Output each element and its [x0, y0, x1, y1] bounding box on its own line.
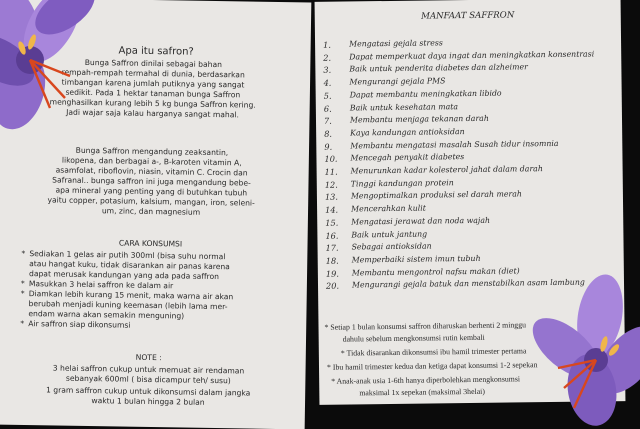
content-line: um, zinc, dan magnesium — [101, 206, 201, 217]
intro-line: sedikit. Pada 1 hektar tanaman bunga Saffron — [65, 87, 241, 100]
howto-line: Diamkan lebih kurang 15 menit, maka warna air akan — [28, 289, 234, 302]
content-line: yaitu copper, potasium, kalsium, mangan, iron, seleni- — [47, 195, 255, 208]
benefit-number: 13. — [324, 192, 339, 203]
benefit-item: Menurunkan kadar kolesterol jahat dalam darah — [350, 164, 543, 176]
note-line: sebanyak 600ml ( bisa dicampur teh/ susu) — [65, 373, 231, 386]
howto-line: Air saffron siap dikonsumsi — [28, 319, 131, 330]
benefit-item: Membantu mengatasi masalah Susah tidur insomnia — [350, 138, 559, 151]
benefit-item: Kaya kandungan antioksidan — [350, 126, 465, 138]
benefit-number: 6. — [323, 103, 332, 114]
howto-line: atau hangat kuku, tidak disarankan air panas karena — [29, 259, 230, 272]
footnote-line: * Tidak disarankan dikonsumsi ibu hamil trimester pertama — [340, 346, 527, 358]
content-line: apa mineral yang penting yang di butuhkan tubuh — [55, 185, 248, 198]
benefit-item: Memperbaiki sistem imun tubuh — [351, 253, 481, 265]
note-heading: NOTE : — [135, 352, 162, 363]
benefit-number: 10. — [324, 153, 338, 165]
benefit-number: 4. — [323, 77, 332, 88]
benefit-item: Mengurangi gejala PMS — [349, 76, 446, 87]
note-line: waktu 1 bulan hingga 2 bulan — [91, 396, 205, 407]
benefit-item: Tinggi kandungan protein — [350, 177, 454, 189]
benefit-item: Mencegah penyakit diabetes — [350, 152, 465, 163]
benefit-number: 18. — [325, 255, 339, 266]
benefit-number: 19. — [325, 268, 339, 279]
content-line: Bunga Saffron mengandung zeaksantin, — [75, 145, 229, 158]
benefit-item: Baik untuk penderita diabetes dan alzheimer — [349, 62, 528, 74]
flower-petals — [530, 271, 640, 428]
howto-line: dapat merusak kandungan yang ada pada saffron — [28, 269, 220, 282]
benefit-item: Mengatasi gejala stress — [349, 38, 443, 49]
benefit-item: Membantu mengontrol nafsu makan (diet) — [351, 265, 520, 278]
benefit-number: 11. — [324, 166, 338, 177]
bullet-icon: * — [20, 278, 25, 289]
content-line: likopena, dan berbagai a-, B-karoten vitamin A, — [61, 155, 242, 168]
content-line: Safranal.. bunga saffron ini juga mengandung bebe- — [52, 175, 251, 188]
benefit-number: 20. — [325, 280, 340, 292]
note-line: 1 gram saffron cukup untuk dikonsumsi dalam jangka — [46, 385, 251, 398]
howto-line: berubah menjadi kuning keemasan (lebih lama mer- — [28, 299, 228, 312]
note-line: 3 helai saffron cukup untuk memuat air rendaman — [52, 363, 245, 376]
bullet-icon: * — [21, 248, 26, 259]
benefit-item: Dapat membantu meningkatkan libido — [349, 88, 502, 100]
footnote-line: * Setiap 1 bulan konsumsi saffron diharuskan berhenti 2 minggu — [324, 320, 527, 332]
intro-line: menghasilkan kurang lebih 5 kg bunga Saffron kering. — [49, 97, 256, 110]
intro-line: Jadi wajar saja kalau harganya sangat mahal. — [66, 107, 239, 120]
benefit-item: Mencerahkan kulit — [351, 203, 426, 214]
intro-line: timbangan karena jumlah putiknya yang sangat — [61, 77, 245, 90]
benefits-title: MANFAAT SAFFRON — [421, 10, 515, 22]
benefit-item: Mengatasi jerawat dan noda wajah — [351, 215, 491, 227]
intro-line: Bunga Saffron dinilai sebagai bahan — [84, 57, 223, 70]
footnote-line: * Anak-anak usia 1-6th hanya diperbolehkan mengkonsumsi — [331, 374, 521, 386]
content-line: asamfolat, riboflovin, niasin, vitamin C. Crocin dan — [55, 165, 248, 178]
footnote-line: maksimal 1x sepekan (maksimal 3helai) — [359, 386, 485, 398]
benefit-item: Baik untuk jantung — [351, 229, 428, 239]
howto-line: Masukkan 3 helai saffron ke dalam air — [28, 279, 174, 291]
saffron-flower-top-left — [0, 0, 120, 140]
benefit-number: 14. — [325, 204, 339, 215]
benefit-item: Mengurangi gejala batuk dan menstabilkan asam lambung — [351, 277, 585, 290]
benefit-number: 2. — [323, 52, 332, 63]
benefit-number: 15. — [325, 217, 339, 228]
howto-line: endam warna akan semakin menguning) — [28, 309, 185, 321]
bullet-icon: * — [20, 318, 25, 329]
intro-line: rempah-rempah termahal di dunia, berdasarkan — [61, 67, 245, 80]
benefit-item: Mengoptimalkan produksi sel darah merah — [350, 189, 522, 201]
benefit-number: 5. — [323, 90, 332, 101]
benefit-item: Sebagai antioksidan — [351, 241, 432, 252]
benefit-number: 1. — [323, 39, 331, 50]
saffron-flower-bottom-right — [530, 268, 640, 428]
benefit-number: 16. — [325, 230, 339, 241]
benefit-item: Dapat memperkuat daya ingat dan meningkatkan konsentrasi — [349, 49, 595, 62]
howto-line: Sediakan 1 gelas air putih 300ml (bisa suhu normal — [29, 249, 226, 262]
benefit-number: 3. — [323, 65, 332, 76]
benefit-number: 17. — [325, 242, 339, 253]
benefit-item: Membantu menjaga tekanan darah — [349, 113, 489, 125]
footnote-line: dahulu sebelum mengkonsumsi rutin kembali — [342, 332, 485, 344]
benefit-number: 12. — [324, 179, 338, 190]
footnote-line: * Ibu hamil trimester kedua dan ketiga dapat konsumsi 1-2 sepekan — [326, 360, 538, 372]
benefit-number: 9. — [324, 141, 333, 152]
benefit-item: Baik untuk kesehatan mata — [349, 101, 459, 112]
bullet-icon: * — [20, 288, 25, 299]
benefit-number: 8. — [324, 128, 333, 139]
saffron-title: Apa itu safron? — [118, 45, 194, 58]
howto-heading: CARA KONSUMSI — [118, 238, 183, 249]
benefit-number: 7. — [323, 115, 332, 126]
